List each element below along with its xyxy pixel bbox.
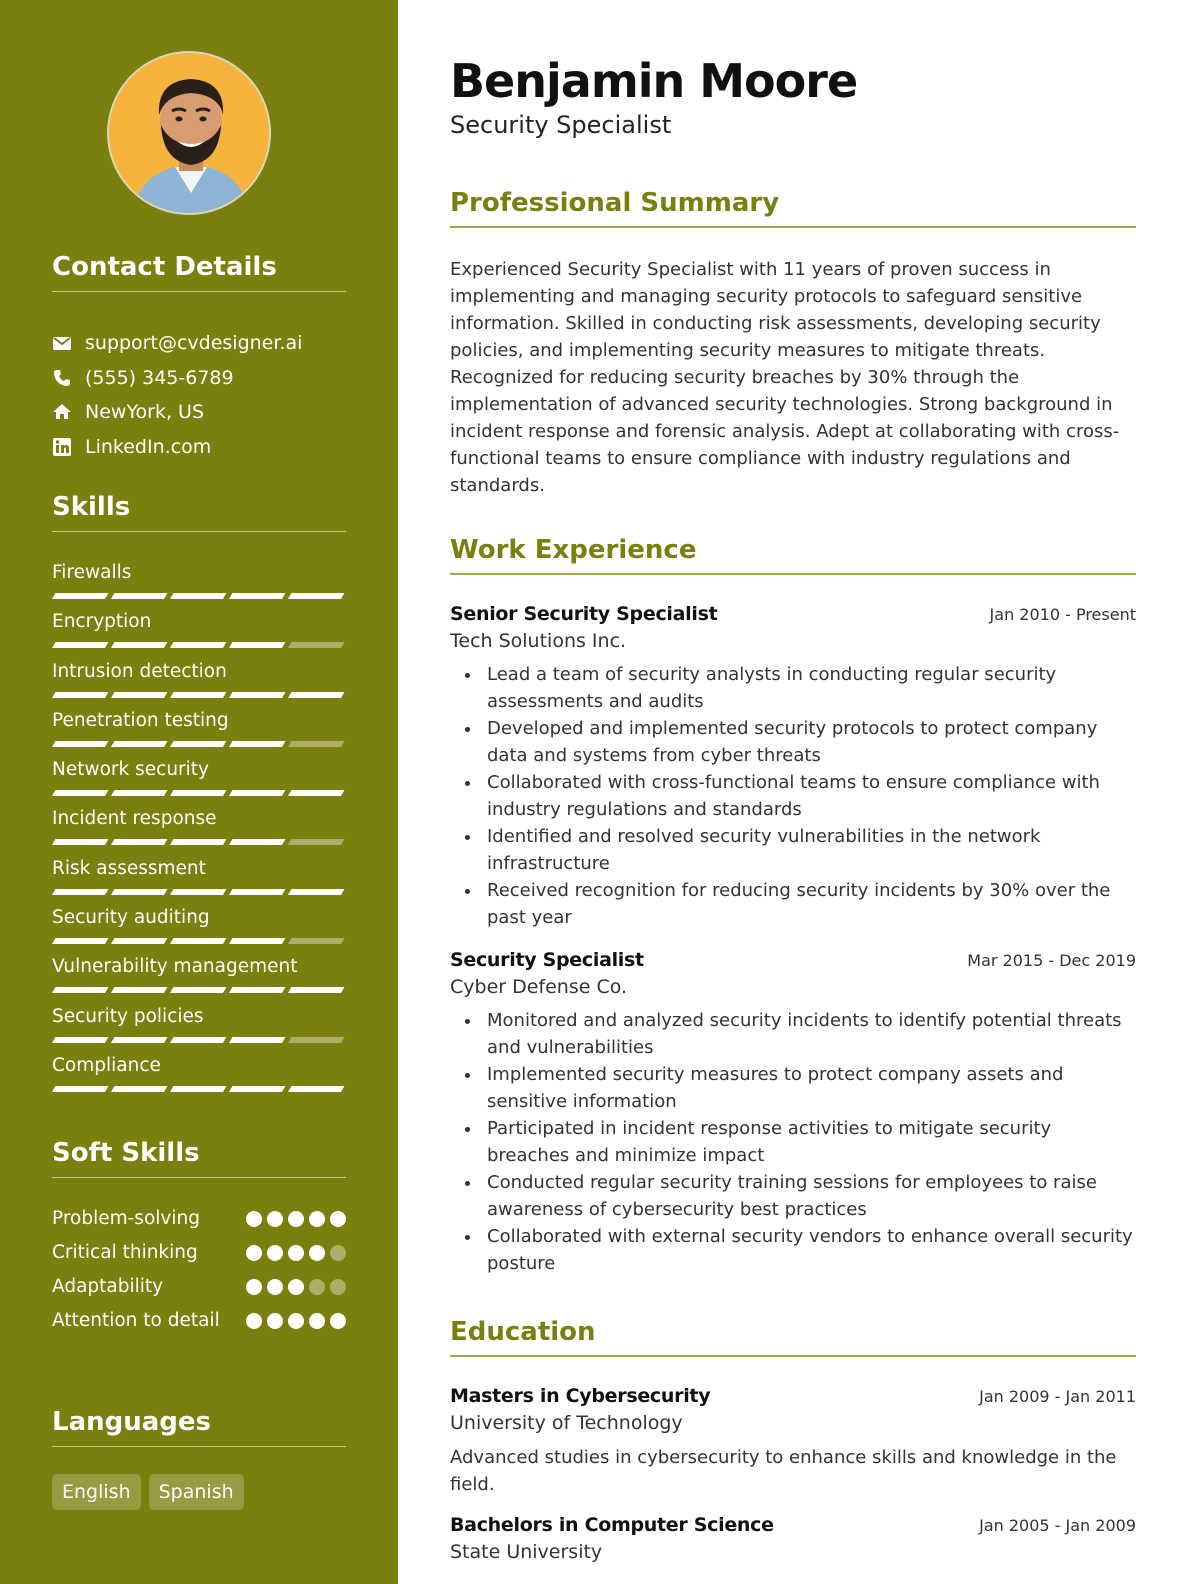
skill-level-segment	[229, 987, 285, 993]
rating-dot	[330, 1245, 346, 1261]
list-item: Conducted regular security training sessions for employees to raise awareness of cybersecurity best practices	[487, 1169, 1136, 1223]
rating-dot	[309, 1279, 325, 1295]
skill-level-segment	[52, 790, 108, 796]
skill-name: Compliance	[52, 1054, 161, 1076]
contact-location	[52, 395, 346, 430]
soft-skill-item	[52, 1273, 346, 1301]
skill-level-bars	[52, 1037, 346, 1043]
skill-level-segment	[229, 741, 285, 747]
rating-dot	[267, 1211, 283, 1227]
job-company: Cyber Defense Co.	[450, 976, 628, 998]
skill-level-segment	[229, 1086, 285, 1092]
candidate-role: Security Specialist	[450, 111, 672, 139]
skill-level-segment	[229, 642, 285, 648]
skill-item	[52, 609, 346, 658]
skill-name: Security auditing	[52, 907, 210, 929]
soft-skill-item	[52, 1205, 346, 1233]
skill-level-segment	[111, 889, 167, 895]
contact-phone[interactable]	[52, 361, 346, 396]
skill-item	[52, 856, 346, 905]
soft-skill-rating	[246, 1245, 346, 1261]
skill-level-segment	[170, 642, 226, 648]
skill-level-segment	[229, 692, 285, 698]
skills-list	[52, 560, 346, 1102]
degree-title: Bachelors in Computer Science	[450, 1514, 774, 1536]
skill-level-bars	[52, 1086, 346, 1092]
skill-level-segment	[52, 1086, 108, 1092]
skill-item	[52, 1053, 346, 1102]
skill-name: Risk assessment	[52, 857, 206, 879]
job-date: Mar 2015 - Dec 2019	[967, 951, 1136, 970]
rating-dot	[246, 1245, 262, 1261]
soft-skill-item	[52, 1307, 346, 1335]
skill-level-bars	[52, 642, 346, 648]
skill-name: Penetration testing	[52, 709, 229, 731]
list-item: Lead a team of security analysts in conducting regular security assessments and audits	[487, 661, 1136, 715]
summary-text: Experienced Security Specialist with 11 years of proven success in implementing and managing security protocols to safeguard sensitive information. Skilled in conducting risk assessments, developing security policies, and implementing security measures to mitigate threats. Recognized for reducing security breaches by 30% through the implementation of advanced security technologies. Strong background in incident response and forensic analysis. Adept at collaborating with cross-functional teams to ensure compliance with industry regulations and standards.	[450, 259, 1120, 496]
skill-item	[52, 659, 346, 708]
list-item: Received recognition for reducing security incidents by 30% over the past year	[487, 877, 1136, 931]
job-entry	[450, 603, 1136, 931]
job-title: Senior Security Specialist	[450, 603, 718, 625]
rating-dot	[267, 1279, 283, 1295]
skill-item	[52, 708, 346, 757]
list-item: Participated in incident response activities to mitigate security breaches and minimize impact	[487, 1115, 1136, 1169]
education-date: Jan 2009 - Jan 2011	[979, 1387, 1136, 1406]
contact-phone-text: (555) 345-6789	[85, 366, 234, 389]
summary-heading: Professional Summary	[450, 188, 1136, 228]
soft-skill-name: Adaptability	[52, 1276, 164, 1297]
linkedin-icon	[52, 437, 72, 457]
rating-dot	[246, 1279, 262, 1295]
education-entry	[450, 1514, 1136, 1564]
skill-level-segment	[288, 1086, 344, 1092]
skill-level-segment	[52, 593, 108, 599]
skill-level-segment	[288, 741, 344, 747]
skill-name: Encryption	[52, 611, 152, 633]
experience-heading: Work Experience	[450, 535, 1136, 575]
skill-level-segment	[170, 987, 226, 993]
rating-dot	[267, 1313, 283, 1329]
skill-name: Security policies	[52, 1005, 204, 1027]
skill-level-segment	[111, 1037, 167, 1043]
soft-skill-name: Attention to detail	[52, 1310, 220, 1331]
skill-level-segment	[229, 1037, 285, 1043]
skill-level-segment	[170, 889, 226, 895]
skill-level-segment	[170, 938, 226, 944]
skill-level-bars	[52, 692, 346, 698]
education-entry	[450, 1385, 1136, 1498]
skill-level-bars	[52, 790, 346, 796]
skill-level-segment	[111, 790, 167, 796]
rating-dot	[288, 1245, 304, 1261]
skill-level-segment	[288, 889, 344, 895]
candidate-name: Benjamin Moore	[450, 54, 858, 108]
skill-level-segment	[288, 1037, 344, 1043]
skill-level-segment	[111, 642, 167, 648]
skill-name: Network security	[52, 759, 209, 781]
rating-dot	[288, 1313, 304, 1329]
skill-level-segment	[52, 741, 108, 747]
contact-email[interactable]	[52, 326, 346, 361]
soft-skill-rating	[246, 1313, 346, 1329]
skill-level-segment	[170, 741, 226, 747]
list-item: Monitored and analyzed security incidents to identify potential threats and vulnerabilities	[487, 1007, 1136, 1061]
envelope-icon	[52, 333, 72, 353]
skill-level-segment	[52, 889, 108, 895]
skill-level-bars	[52, 839, 346, 845]
list-item: Implemented security measures to protect company assets and sensitive information	[487, 1061, 1136, 1115]
soft-skill-rating	[246, 1279, 346, 1295]
rating-dot	[330, 1313, 346, 1329]
sidebar	[0, 0, 398, 1584]
skill-level-segment	[170, 593, 226, 599]
list-item: Identified and resolved security vulnerabilities in the network infrastructure	[487, 823, 1136, 877]
skill-level-segment	[170, 790, 226, 796]
skill-name: Vulnerability management	[52, 956, 298, 978]
language-pill: English	[52, 1474, 141, 1510]
school-name: University of Technology	[450, 1412, 683, 1434]
job-company: Tech Solutions Inc.	[450, 630, 627, 652]
skill-name: Intrusion detection	[52, 660, 227, 682]
job-date: Jan 2010 - Present	[989, 605, 1136, 624]
skill-level-segment	[52, 938, 108, 944]
skill-level-segment	[288, 692, 344, 698]
soft-skills-heading: Soft Skills	[52, 1138, 346, 1178]
rating-dot	[309, 1211, 325, 1227]
rating-dot	[330, 1279, 346, 1295]
skill-level-segment	[288, 593, 344, 599]
profile-photo-icon	[109, 53, 271, 215]
languages-heading: Languages	[52, 1407, 346, 1447]
skill-level-bars	[52, 889, 346, 895]
skill-level-segment	[288, 987, 344, 993]
skill-level-segment	[111, 692, 167, 698]
job-bullets	[450, 1007, 1136, 1277]
soft-skills-list	[52, 1205, 346, 1341]
skill-level-bars	[52, 593, 346, 599]
skill-level-segment	[229, 889, 285, 895]
rating-dot	[246, 1313, 262, 1329]
contact-linkedin-text: LinkedIn.com	[85, 435, 212, 458]
skill-level-segment	[170, 1086, 226, 1092]
contact-heading: Contact Details	[52, 252, 346, 292]
skill-item	[52, 757, 346, 806]
skill-item	[52, 905, 346, 954]
skill-level-segment	[229, 839, 285, 845]
job-entry	[450, 949, 1136, 1277]
degree-title: Masters in Cybersecurity	[450, 1385, 711, 1407]
skill-level-segment	[52, 1037, 108, 1043]
home-icon	[52, 402, 72, 422]
skill-level-segment	[229, 790, 285, 796]
languages-list	[52, 1474, 244, 1510]
rating-dot	[288, 1279, 304, 1295]
skill-level-segment	[52, 839, 108, 845]
rating-dot	[330, 1211, 346, 1227]
education-heading: Education	[450, 1317, 1136, 1357]
education-date: Jan 2005 - Jan 2009	[979, 1516, 1136, 1535]
soft-skill-rating	[246, 1211, 346, 1227]
skill-level-segment	[229, 593, 285, 599]
education-description: Advanced studies in cybersecurity to enhance skills and knowledge in the field.	[450, 1447, 1117, 1495]
skill-name: Incident response	[52, 808, 217, 830]
contact-email-text: support@cvdesigner.ai	[85, 332, 303, 355]
rating-dot	[309, 1245, 325, 1261]
skill-level-segment	[170, 692, 226, 698]
school-name: State University	[450, 1541, 603, 1563]
skill-level-bars	[52, 987, 346, 993]
skill-level-segment	[288, 839, 344, 845]
rating-dot	[288, 1211, 304, 1227]
skill-level-segment	[111, 593, 167, 599]
language-pill: Spanish	[149, 1474, 244, 1510]
skill-level-segment	[170, 1037, 226, 1043]
skill-level-segment	[111, 741, 167, 747]
rating-dot	[309, 1313, 325, 1329]
soft-skill-name: Critical thinking	[52, 1242, 198, 1263]
skill-level-bars	[52, 938, 346, 944]
skill-level-segment	[288, 642, 344, 648]
skill-item	[52, 954, 346, 1003]
skill-level-segment	[52, 642, 108, 648]
rating-dot	[267, 1245, 283, 1261]
skill-level-segment	[111, 1086, 167, 1092]
skill-item	[52, 1004, 346, 1053]
job-title: Security Specialist	[450, 949, 644, 971]
skills-heading: Skills	[52, 492, 346, 532]
skill-level-segment	[288, 790, 344, 796]
skill-level-bars	[52, 741, 346, 747]
skill-level-segment	[111, 839, 167, 845]
skill-level-segment	[170, 839, 226, 845]
contact-list	[52, 326, 346, 464]
contact-location-text: NewYork, US	[85, 401, 205, 424]
soft-skill-name: Problem-solving	[52, 1208, 200, 1229]
skill-level-segment	[52, 692, 108, 698]
skill-name: Firewalls	[52, 562, 132, 583]
contact-linkedin[interactable]	[52, 430, 346, 465]
list-item: Collaborated with cross-functional teams to ensure compliance with industry regulations and standards	[487, 769, 1136, 823]
list-item: Developed and implemented security protocols to protect company data and systems from cyber threats	[487, 715, 1136, 769]
soft-skill-item	[52, 1239, 346, 1267]
skill-level-segment	[111, 987, 167, 993]
skill-level-segment	[52, 987, 108, 993]
skill-item	[52, 560, 346, 609]
list-item: Collaborated with external security vendors to enhance overall security posture	[487, 1223, 1136, 1277]
skill-level-segment	[229, 938, 285, 944]
rating-dot	[246, 1211, 262, 1227]
skill-level-segment	[288, 938, 344, 944]
avatar	[107, 51, 271, 215]
job-bullets	[450, 661, 1136, 931]
skill-item	[52, 806, 346, 855]
skill-level-segment	[111, 938, 167, 944]
phone-icon	[52, 368, 72, 388]
